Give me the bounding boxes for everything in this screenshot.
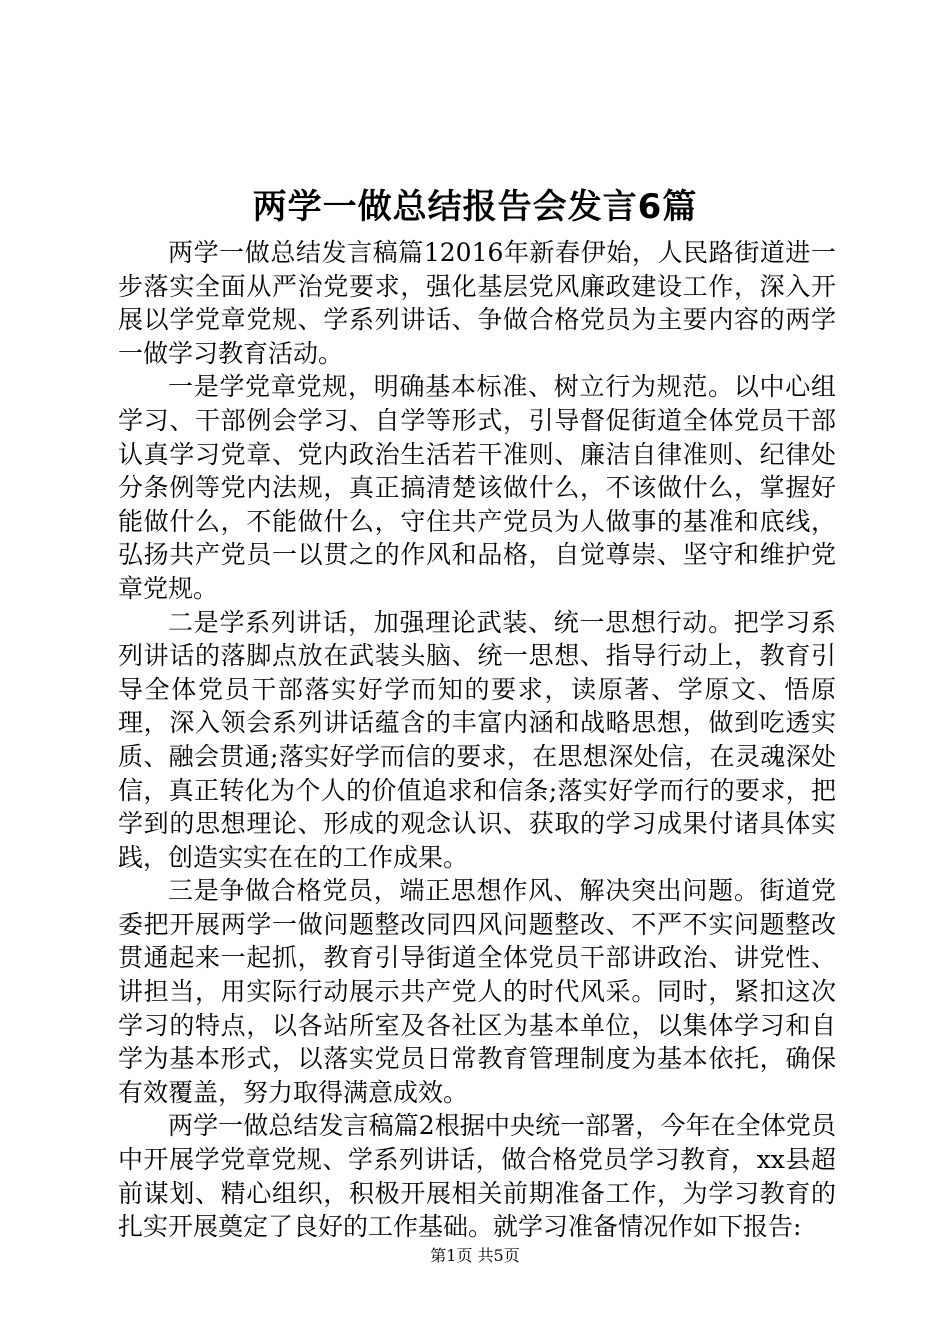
paragraph: 两学一做总结发言稿篇12016年新春伊始，人民路街道进一步落实全面从严治党要求，强化基层党风廉政建设工作，深入开展以学党章党规、学系列讲话、争做合格党员为主要内容的两学一做学习教育活动。: [118, 238, 836, 368]
paragraph: 三是争做合格党员，端正思想作风、解决突出问题。街道党委把开展两学一做问题整改同四风问题整改、不严不实问题整改贯通起来一起抓，教育引导街道全体党员干部讲政治、讲党性、讲担当，用实际行动展示共产党人的时代风采。同时，紧扣这次学习的特点，以各站所室及各社区为基本单位，以集体学习和自学为基本形式，以落实党员日常教育管理制度为基本依托，确保有效覆盖，努力取得满意成效。: [118, 876, 836, 1107]
paragraph: 二是学系列讲话，加强理论武装、统一思想行动。把学习系列讲话的落脚点放在武装头脑、统一思想、指导行动上，教育引导全体党员干部落实好学而知的要求，读原著、学原文、悟原理，深入领会系列讲话蕴含的丰富内涵和战略思想，做到吃透实质、融会贯通;落实好学而信的要求，在思想深处信，在灵魂深处信，真正转化为个人的价值追求和信条;落实好学而行的要求，把学到的思想理论、形成的观念认识、获取的学习成果付诸具体实践，创造实实在在的工作成果。: [118, 607, 836, 872]
paragraph: 两学一做总结发言稿篇2根据中央统一部署，今年在全体党员中开展学党章党规、学系列讲话，做合格党员学习教育，xx县超前谋划、精心组织，积极开展相关前期准备工作，为学习教育的扎实开展奠定了良好的工作基础。就学习准备情况作如下报告:: [118, 1111, 836, 1242]
document-body: [118, 236, 836, 1244]
document-title: 两学一做总结报告会发言6篇: [252, 187, 698, 227]
page-footer: 第1页 共5页: [430, 1246, 520, 1265]
paragraph: 一是学党章党规，明确基本标准、树立行为规范。以中心组学习、干部例会学习、自学等形式，引导督促街道全体党员干部认真学习党章、党内政治生活若干准则、廉洁自律准则、纪律处分条例等党内法规，真正搞清楚该做什么，不该做什么，掌握好能做什么，不能做什么，守住共产党员为人做事的基准和底线，弘扬共产党员一以贯之的作风和品格，自觉尊崇、坚守和维护党章党规。: [118, 372, 836, 603]
